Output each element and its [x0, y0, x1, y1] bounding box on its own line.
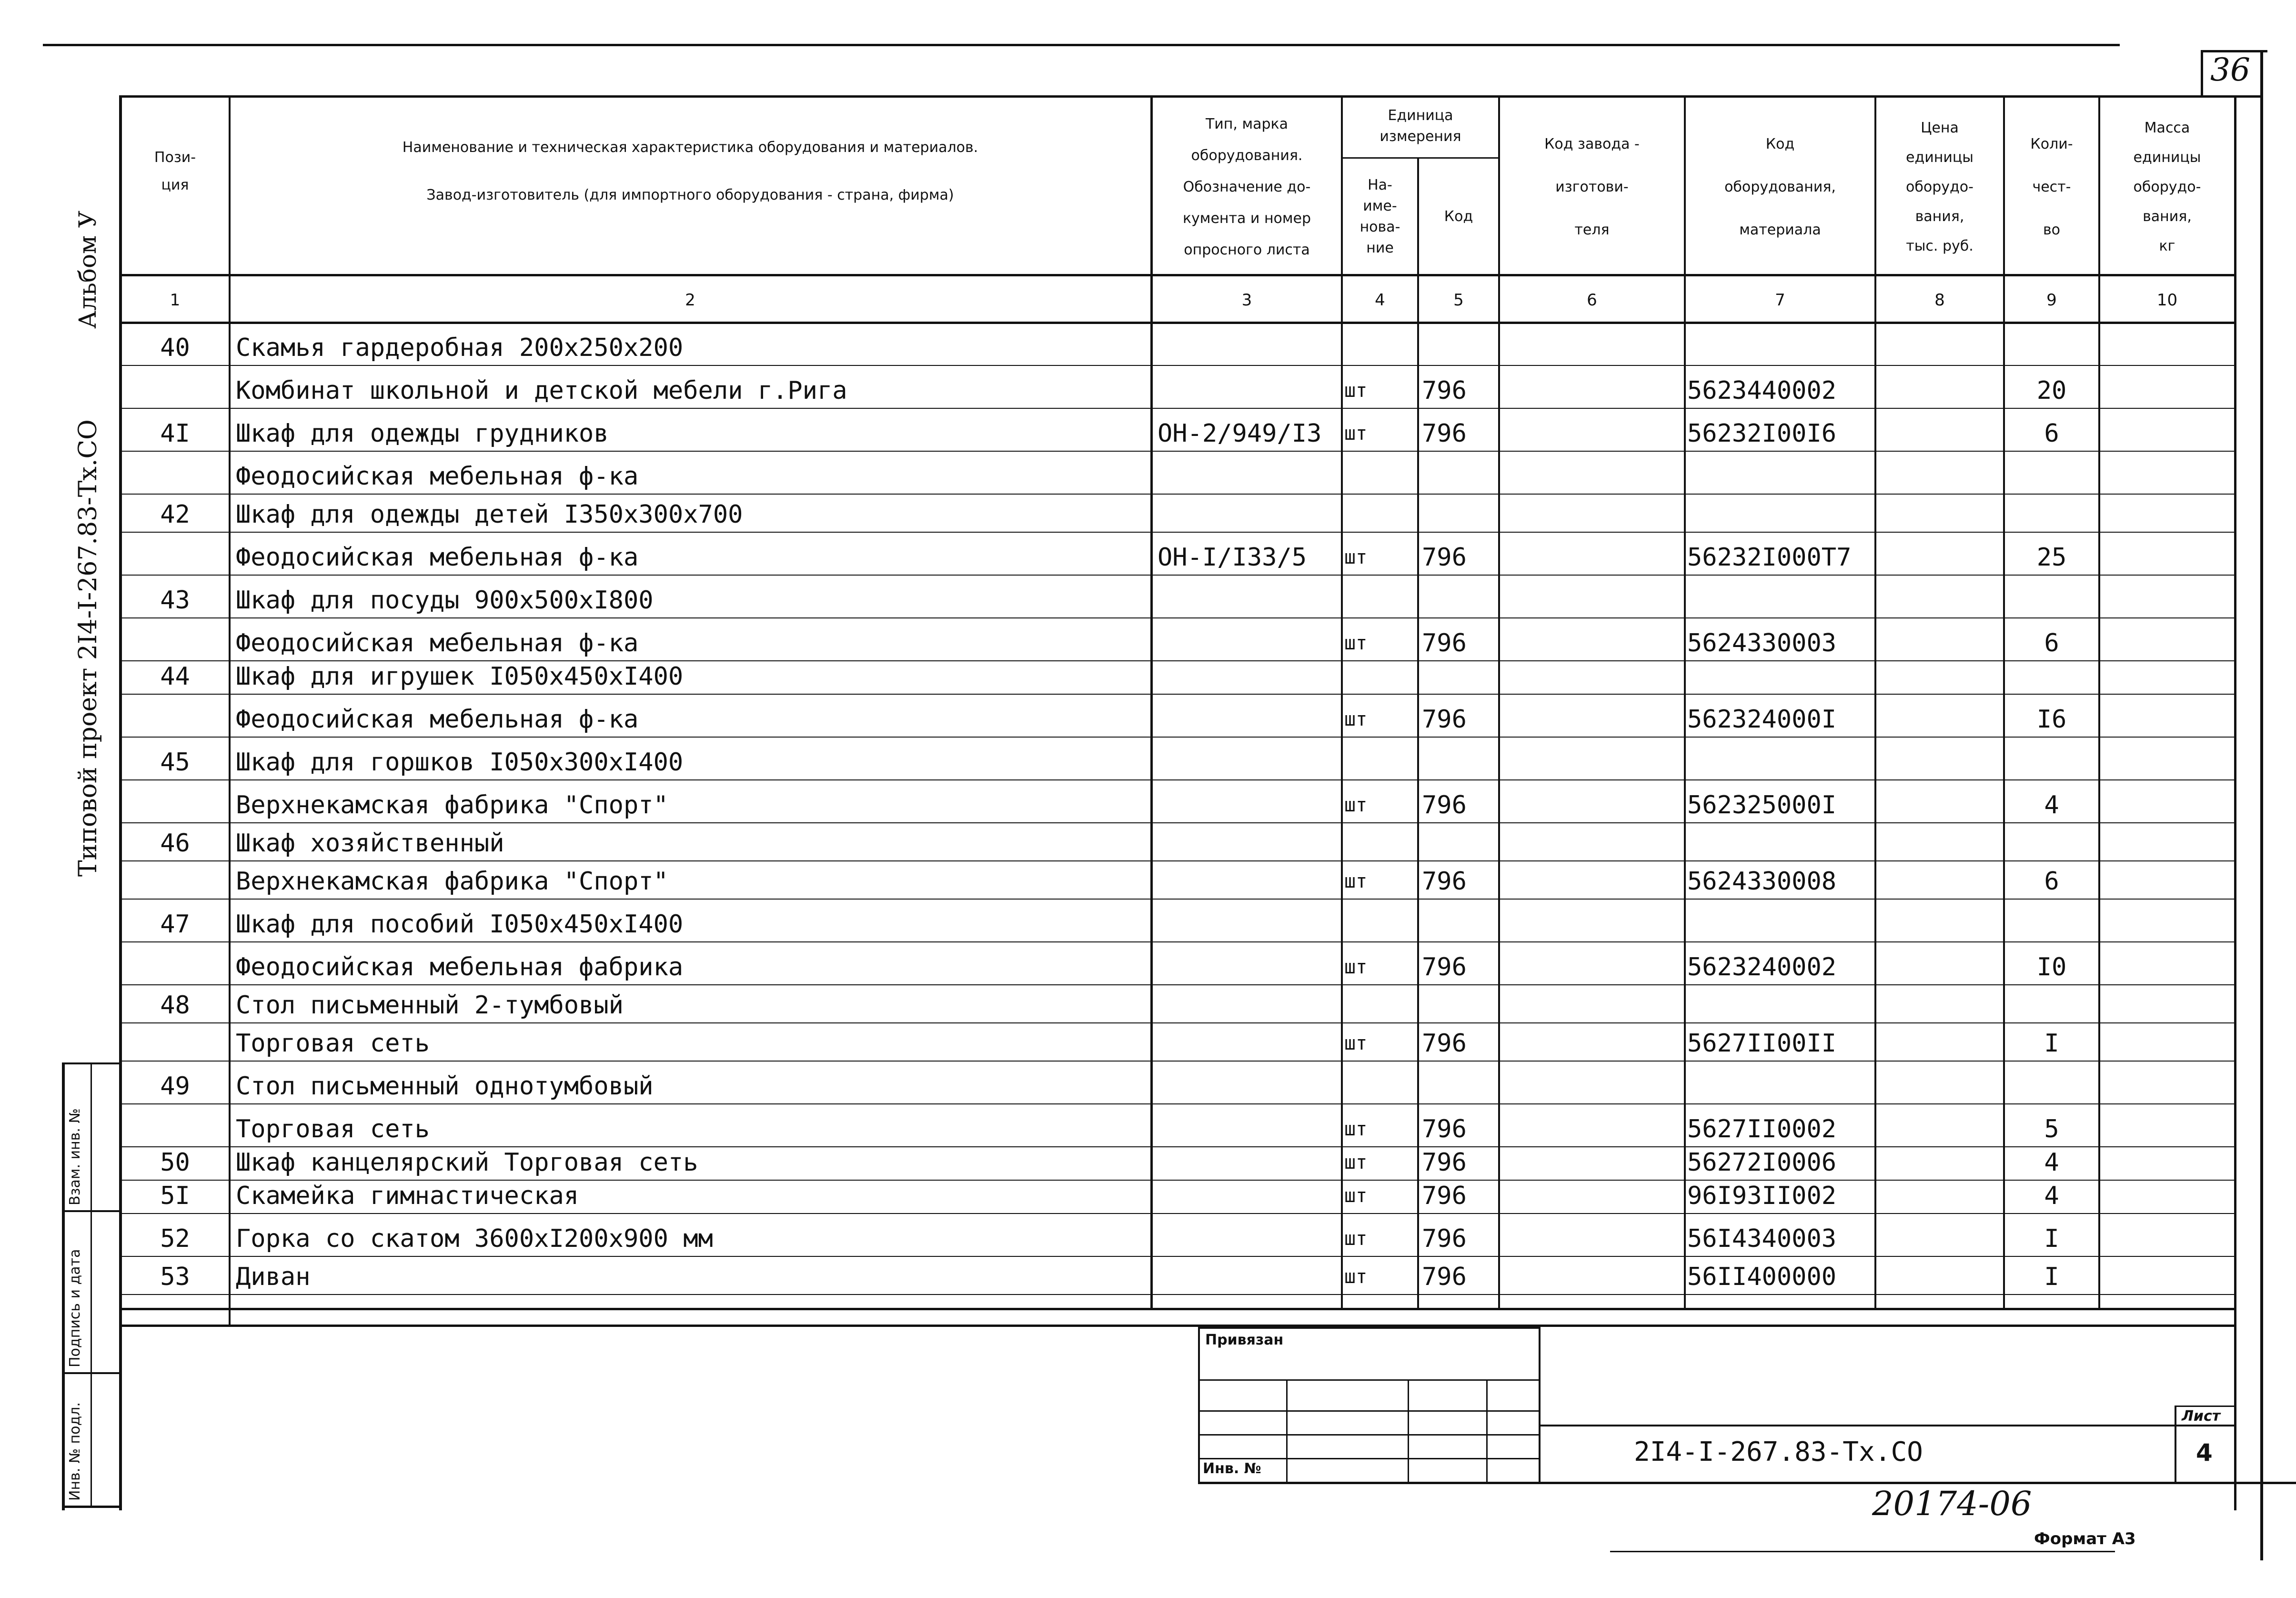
cell-mcode: 56272I0006 — [1687, 1148, 1837, 1177]
cell-mcode: 5624330008 — [1687, 867, 1837, 896]
row-divider — [121, 1103, 2234, 1104]
col-number: 6 — [1587, 291, 1597, 310]
header-name-line1: Наименование и техническая характеристика оборудования и материалов. — [402, 139, 978, 156]
cell-pos: 50 — [160, 1148, 190, 1177]
row-divider — [121, 575, 2234, 576]
cell-name: Феодосийская мебельная фабрика — [236, 953, 684, 981]
row-divider — [121, 899, 2234, 900]
cell-mcode: 5623240002 — [1687, 953, 1837, 981]
row-divider — [121, 1213, 2234, 1214]
cell-name: Торговая сеть — [236, 1029, 430, 1058]
row-divider — [121, 1180, 2234, 1181]
row-divider — [121, 532, 2234, 533]
header-type: Тип, марка оборудования. Обозначение до- кумента и номер опросного листа — [1182, 115, 1311, 258]
cell-qty: I — [2044, 1263, 2059, 1291]
cell-code: 796 — [1422, 419, 1467, 448]
cell-name: Шкаф хозяйственный — [236, 829, 504, 858]
row-divider — [121, 451, 2234, 452]
cell-unit: шт — [1344, 1266, 1368, 1288]
cell-unit: шт — [1344, 423, 1368, 445]
document-code: 2I4-I-267.83-Тх.СО — [1634, 1436, 1923, 1467]
cell-unit: шт — [1344, 1032, 1368, 1054]
header-unit-code: Код — [1444, 208, 1473, 225]
cell-name: Стол письменный 2-тумбовый — [236, 991, 624, 1020]
cell-unit: шт — [1344, 708, 1368, 730]
row-divider — [121, 1256, 2234, 1257]
cell-name: Верхнекамская фабрика "Спорт" — [236, 867, 668, 896]
cell-name: Скамейка гимнастическая — [236, 1182, 579, 1210]
cell-pos: 5I — [160, 1182, 190, 1210]
cell-code: 796 — [1422, 1182, 1467, 1210]
album-label: Альбом У — [74, 211, 101, 329]
stamp-field-inv: Инв. № подл. — [67, 1402, 83, 1501]
col-number: 5 — [1453, 291, 1464, 310]
row-divider — [121, 737, 2234, 738]
cell-qty: I — [2044, 1224, 2059, 1253]
cell-code: 796 — [1422, 791, 1467, 819]
cell-qty: I0 — [2036, 953, 2067, 981]
sheet-number: 4 — [2196, 1439, 2213, 1467]
cell-type: ОН-2/949/I3 — [1158, 419, 1322, 448]
cell-qty: 6 — [2044, 419, 2059, 448]
cell-code: 796 — [1422, 1224, 1467, 1253]
cell-name: Шкаф для посуды 900х500хI800 — [236, 586, 654, 615]
col-number: 2 — [685, 291, 695, 310]
cell-pos: 49 — [160, 1072, 190, 1101]
row-divider — [121, 779, 2234, 780]
col-number: 7 — [1775, 291, 1785, 310]
header-unit-group: Единица измерения — [1380, 107, 1461, 145]
cell-qty: 4 — [2044, 1182, 2059, 1210]
cell-mcode: 56232I000Т7 — [1687, 543, 1852, 572]
cell-qty: 5 — [2044, 1115, 2059, 1143]
cell-unit: шт — [1344, 870, 1368, 892]
cell-qty: I6 — [2036, 705, 2067, 734]
row-divider — [121, 1294, 2234, 1295]
cell-code: 796 — [1422, 1115, 1467, 1143]
cell-code: 796 — [1422, 1029, 1467, 1058]
cell-pos: 52 — [160, 1224, 190, 1253]
cell-name: Шкаф для пособий I050х450хI400 — [236, 910, 684, 939]
header-mass: Масса единицы оборудо- вания, кг — [2133, 119, 2201, 254]
cell-pos: 40 — [160, 334, 190, 362]
cell-code: 796 — [1422, 867, 1467, 896]
cell-mcode: 5624330003 — [1687, 629, 1837, 657]
cell-name: Феодосийская мебельная ф-ка — [236, 629, 639, 657]
cell-name: Верхнекамская фабрика "Спорт" — [236, 791, 668, 819]
cell-name: Шкаф канцелярский Торговая сеть — [236, 1148, 698, 1177]
row-divider — [121, 860, 2234, 861]
row-divider — [121, 617, 2234, 618]
header-price: Цена единицы оборудо- вания, тыс. руб. — [1906, 119, 1974, 254]
col-number: 4 — [1375, 291, 1385, 310]
cell-unit: шт — [1344, 956, 1368, 978]
cell-unit: шт — [1344, 1185, 1368, 1207]
cell-unit: шт — [1344, 1228, 1368, 1250]
cell-pos: 44 — [160, 662, 190, 691]
cell-mcode: 56II400000 — [1687, 1263, 1837, 1291]
header-name-line2: Завод-изготовитель (для импортного оборудования - страна, фирма) — [426, 187, 954, 203]
header-position: Пози- ция — [154, 149, 196, 193]
stamp-inv-no: Инв. № — [1203, 1460, 1261, 1477]
cell-name: Диван — [236, 1263, 311, 1291]
row-divider — [121, 1022, 2234, 1023]
cell-name: Шкаф для игрушек I050х450хI400 — [236, 662, 684, 691]
cell-qty: 4 — [2044, 1148, 2059, 1177]
cell-pos: 46 — [160, 829, 190, 858]
row-divider — [121, 660, 2234, 661]
cell-name: Шкаф для одежды грудников — [236, 419, 609, 448]
row-divider — [121, 694, 2234, 695]
cell-mcode: 562325000I — [1687, 791, 1837, 819]
cell-name: Стол письменный однотумбовый — [236, 1072, 654, 1101]
sheet-label: Лист — [2182, 1408, 2221, 1425]
col-number: 9 — [2046, 291, 2057, 310]
cell-mcode: 5623440002 — [1687, 376, 1837, 405]
cell-qty: 6 — [2044, 867, 2059, 896]
cell-unit: шт — [1344, 794, 1368, 816]
stamp-field-signature: Подпись и дата — [67, 1249, 83, 1367]
cell-code: 796 — [1422, 1148, 1467, 1177]
col-number: 3 — [1241, 291, 1252, 310]
cell-code: 796 — [1422, 1263, 1467, 1291]
row-divider — [121, 1061, 2234, 1062]
cell-code: 796 — [1422, 953, 1467, 981]
cell-name: Феодосийская мебельная ф-ка — [236, 543, 639, 572]
cell-pos: 53 — [160, 1263, 190, 1291]
col-number: 10 — [2156, 291, 2178, 310]
cell-unit: шт — [1344, 1118, 1368, 1140]
stamp-field-replaced: Взам. инв. № — [67, 1108, 83, 1205]
cell-code: 796 — [1422, 629, 1467, 657]
cell-name: Феодосийская мебельная ф-ка — [236, 462, 639, 491]
cell-code: 796 — [1422, 543, 1467, 572]
row-divider — [121, 1146, 2234, 1147]
handwritten-number: 20174-06 — [1872, 1484, 2032, 1523]
cell-qty: 25 — [2036, 543, 2067, 572]
header-unit-name: На- име- нова- ние — [1359, 177, 1400, 256]
cell-qty: 20 — [2036, 376, 2067, 405]
cell-mcode: 56I4340003 — [1687, 1224, 1837, 1253]
cell-pos: 43 — [160, 586, 190, 615]
cell-qty: 6 — [2044, 629, 2059, 657]
page-number: 36 — [2210, 51, 2250, 88]
cell-mcode: 96I93II002 — [1687, 1182, 1837, 1210]
row-divider — [121, 408, 2234, 409]
cell-unit: шт — [1344, 546, 1368, 568]
row-divider — [121, 941, 2234, 942]
cell-name: Феодосийская мебельная ф-ка — [236, 705, 639, 734]
cell-pos: 4I — [160, 419, 190, 448]
cell-mcode: 5627II0002 — [1687, 1115, 1837, 1143]
cell-qty: I — [2044, 1029, 2059, 1058]
cell-name: Торговая сеть — [236, 1115, 430, 1143]
cell-pos: 42 — [160, 500, 190, 529]
cell-type: ОН-I/I33/5 — [1158, 543, 1307, 572]
cell-name: Комбинат школьной и детской мебели г.Рига — [236, 376, 847, 405]
cell-code: 796 — [1422, 376, 1467, 405]
cell-qty: 4 — [2044, 791, 2059, 819]
format-label: Формат А3 — [2034, 1529, 2136, 1548]
cell-pos: 45 — [160, 748, 190, 777]
cell-unit: шт — [1344, 632, 1368, 654]
col-number: 1 — [170, 291, 181, 310]
header-factory-code: Код завода - изготови- теля — [1544, 135, 1640, 238]
cell-mcode: 56232I00I6 — [1687, 419, 1837, 448]
col-number: 8 — [1934, 291, 1945, 310]
cell-unit: шт — [1344, 380, 1368, 402]
cell-code: 796 — [1422, 705, 1467, 734]
row-divider — [121, 984, 2234, 985]
stamp-privyazan: Привязан — [1205, 1332, 1284, 1348]
cell-pos: 47 — [160, 910, 190, 939]
row-divider — [121, 494, 2234, 495]
cell-name: Горка со скатом 3600хI200х900 мм — [236, 1224, 713, 1253]
cell-name: Шкаф для горшков I050х300хI400 — [236, 748, 684, 777]
row-divider — [121, 365, 2234, 366]
header-quantity: Коли- чест- во — [2030, 135, 2073, 238]
cell-mcode: 5627II00II — [1687, 1029, 1837, 1058]
project-label: Типовой проект 2I4-I-267.83-Тх.СО — [74, 419, 102, 877]
header-material-code: Код оборудования, материала — [1724, 135, 1836, 238]
cell-name: Скамья гардеробная 200х250х200 — [236, 334, 684, 362]
cell-unit: шт — [1344, 1152, 1368, 1173]
row-divider — [121, 822, 2234, 823]
cell-pos: 48 — [160, 991, 190, 1020]
cell-name: Шкаф для одежды детей I350х300х700 — [236, 500, 743, 529]
cell-mcode: 562324000I — [1687, 705, 1837, 734]
